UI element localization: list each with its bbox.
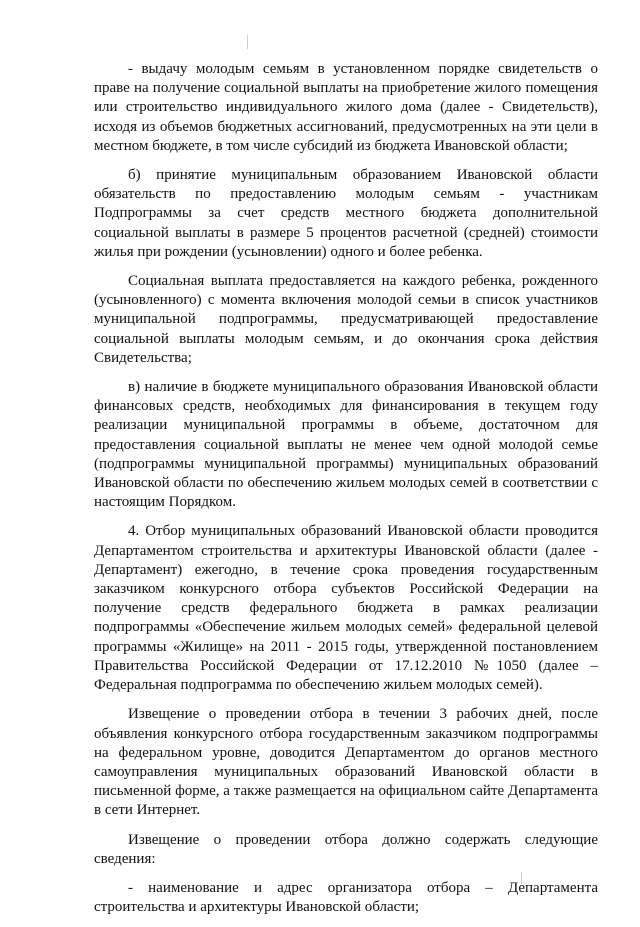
document-body	[94, 60, 598, 927]
paragraph-item-v: в) наличие в бюджете муниципального образования Ивановской области финансовых средств, необходимых для финансирования в текущем году реализации муниципальной программы в объеме, достаточном для предоставления социальной выплаты не менее чем одной молодой семье (подпрограммы муниципальной программы) муниципальных образований Ивановской области по обеспечению жильем молодых семей в соответствии с настоящим Порядком.	[94, 379, 598, 511]
paragraph-notice: Извещение о проведении отбора в течении 3 рабочих дней, после объявления конкурсного отбора государственным заказчиком подпрограммы на федеральном уровне, доводится Департаментом до органов местного самоуправления муниципальных образований Ивановской области в письменной форме, а также размещается на официальном сайте Департамента в сети Интернет.	[94, 706, 598, 819]
paragraph-notice-contents: Извещение о проведении отбора должно содержать следующие сведения:	[94, 831, 598, 867]
paragraph-organizer: - наименование и адрес организатора отбора – Департамента строительства и архитектуры Ивановской области;	[94, 879, 598, 916]
scan-mark	[247, 35, 248, 49]
paragraph-social-payment: Социальная выплата предоставляется на каждого ребенка, рожденного (усыновленного) с момента включения молодой семьи в список участников муниципальной подпрограммы, предусматривающей предоставление социальной выплаты молодым семьям, и до окончания срока действия Свидетельства;	[94, 273, 598, 366]
paragraph-section-4: 4. Отбор муниципальных образований Ивановской области проводится Департаментом строительства и архитектуры Ивановской области (далее - Департамент) ежегодно, в течение срока проведения государственным заказчиком конкурсного отбора субъектов Российской Федерации на получение средств федерального бюджета в рамках реализации подпрограммы «Обеспечение жильем молодых семей» федеральной целевой программы «Жилище» на 2011 - 2015 годы, утвержденной постановлением Правительства Российской Федерации от 17.12.2010 №1050 (далее – Федеральная подпрограмма по обеспечению жильем молодых семей).	[94, 523, 598, 694]
paragraph-item-b: б) принятие муниципальным образованием Ивановской области обязательств по предоставлению молодым семьям - участникам Подпрограммы за счет средств местного бюджета дополнительной социальной выплаты в размере 5 процентов расчетной (средней) стоимости жилья при рождении (усыновлении) одного и более ребенка.	[94, 167, 598, 260]
paragraph-issue-certificates: - выдачу молодым семьям в установленном порядке свидетельств о праве на получение социальной выплаты на приобретение жилого помещения или строительство индивидуального жилого дома (далее - Свидетельств), исходя из объемов бюджетных ассигнований, предусмотренных на эти цели в местном бюджете, в том числе субсидий из бюджета Ивановской области;	[94, 61, 598, 154]
